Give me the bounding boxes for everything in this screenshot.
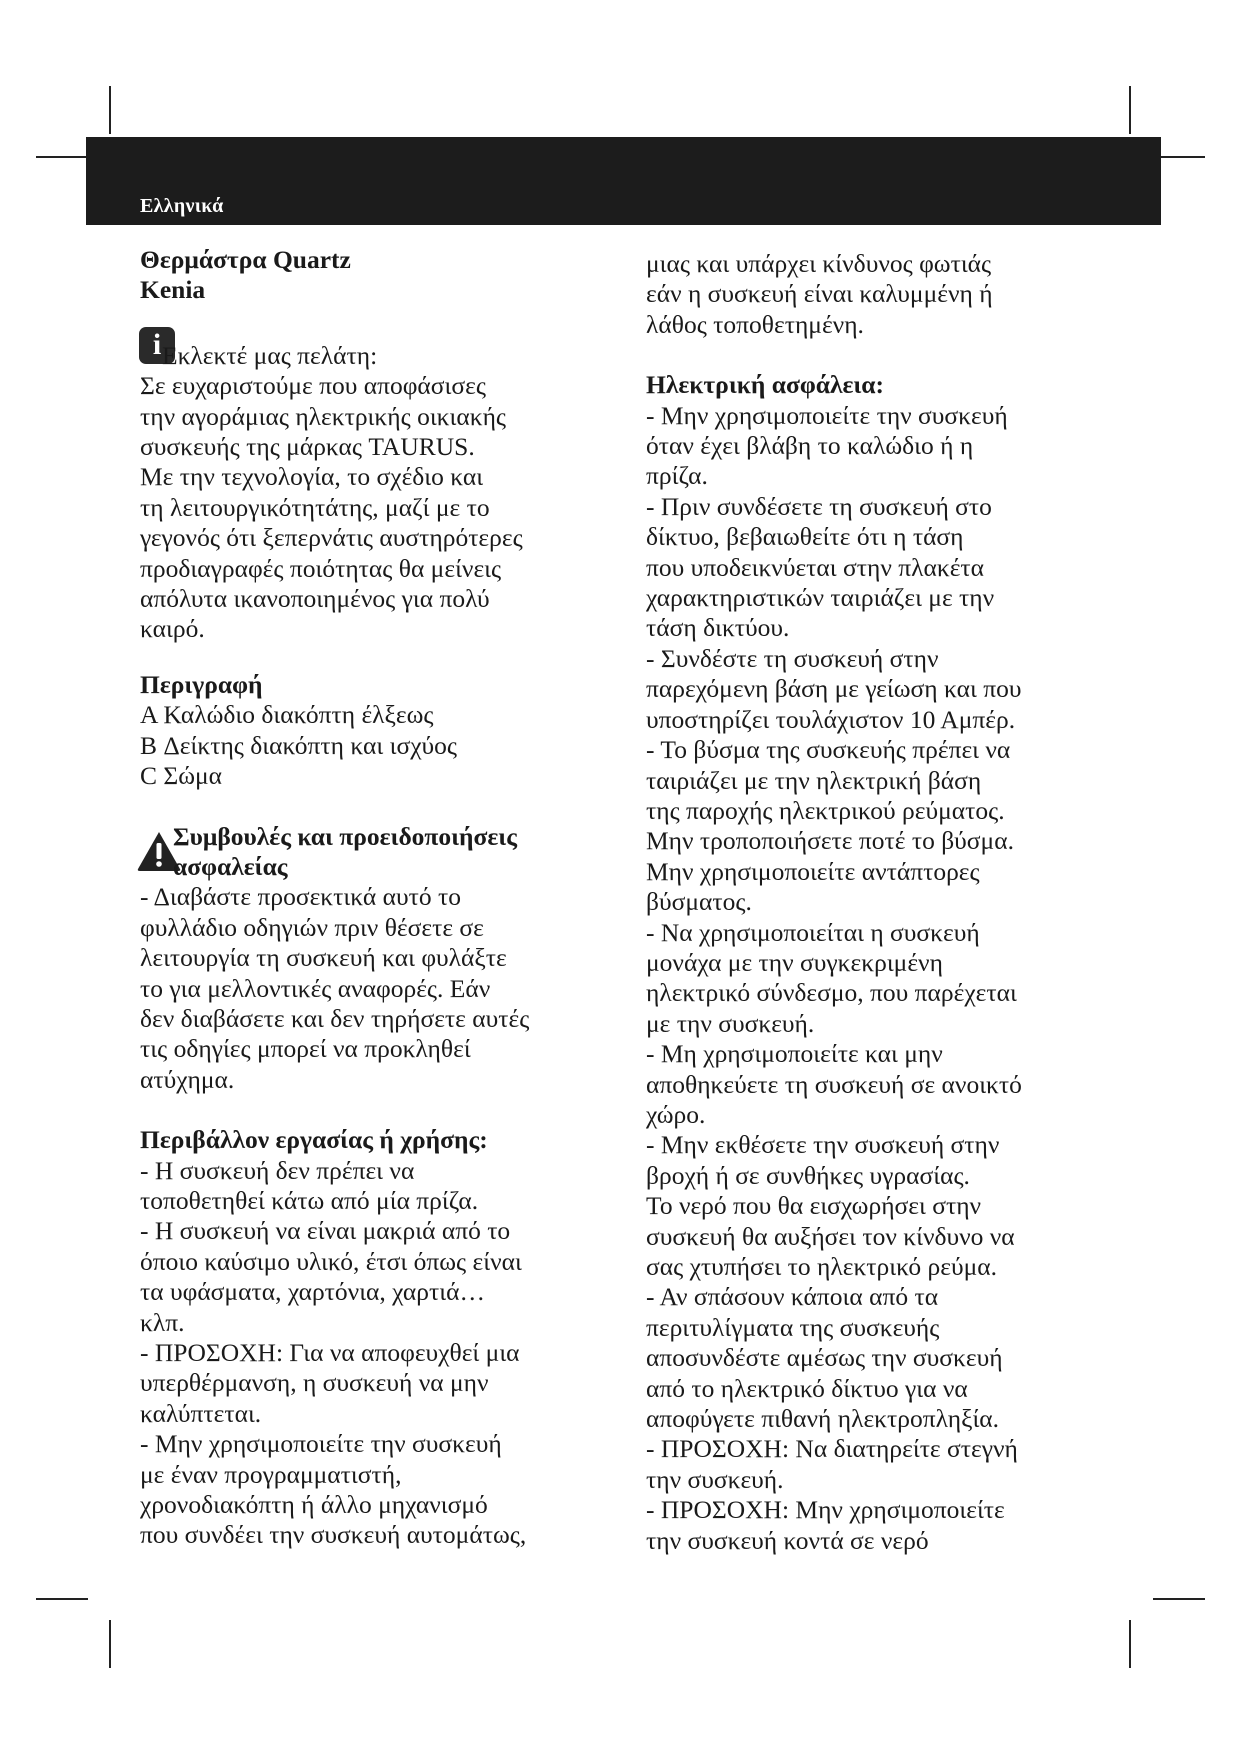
section-heading-safety: ασφαλείας [173, 851, 288, 881]
text-line: καιρό. [140, 614, 205, 644]
text-line: - Μην χρησιμοποιείτε την συσκευή [140, 1429, 502, 1459]
text-line: κλπ. [140, 1307, 185, 1337]
crop-mark [1129, 1620, 1131, 1668]
text-line: υποστηρίζει τουλάχιστον 10 Αμπέρ. [646, 704, 1016, 734]
text-line: προδιαγραφές ποιότητας θα μείνεις [140, 553, 502, 583]
text-line: καλύπτεται. [140, 1398, 262, 1428]
text-line: λειτουργία τη συσκευή και φυλάξτε [140, 943, 507, 973]
text-line: όποιο καύσιμο υλικό, έτσι όπως είναι [140, 1246, 522, 1276]
section-heading-description: Περιγραφή [140, 669, 263, 699]
text-line: - ΠΡΟΣΟΧΗ: Για να αποφευχθεί μια [140, 1338, 520, 1367]
text-line: παρεχόμενη βάση με γείωση και που [646, 674, 1022, 704]
text-line: γεγονός ότι ξεπερνάτις αυστηρότερες [140, 523, 523, 553]
description-item: C Σώμα [140, 761, 223, 791]
text-line: Εκλεκτέ μας πελάτη: [162, 340, 378, 370]
text-line: συσκευή θα αυξήσει τον κίνδυνο να [646, 1221, 1015, 1251]
product-model: Kenia [140, 275, 206, 305]
text-line: ηλεκτρικό σύνδεσμο, που παρέχεται [646, 978, 1017, 1008]
crop-mark [1153, 1598, 1205, 1600]
info-icon: i [139, 327, 175, 364]
text-line: δίκτυο, βεβαιωθείτε ότι η τάση [646, 522, 964, 552]
text-line: από το ηλεκτρικό δίκτυο για να [646, 1373, 968, 1403]
text-line: της παροχής ηλεκτρικού ρεύματος. [646, 795, 1005, 825]
text-line: - Διαβάστε προσεκτικά αυτό το [140, 882, 461, 912]
text-line: τη λειτουργικότητάτης, μαζί με το [140, 492, 490, 522]
text-line: - Το βύσμα της συσκευής πρέπει να [646, 735, 1011, 765]
text-line: την συσκευή κοντά σε νερό [646, 1525, 929, 1555]
text-line: όταν έχει βλάβη το καλώδιο ή η [646, 431, 974, 461]
text-line: - Μην χρησιμοποιείτε την συσκευή [646, 400, 1008, 430]
text-line: αποφύγετε πιθανή ηλεκτροπληξία. [646, 1404, 1000, 1434]
crop-mark [36, 156, 88, 158]
text-line: πρίζα. [646, 461, 708, 491]
text-line: Μην τροποποιήσετε ποτέ το βύσμα. [646, 826, 1014, 856]
intro-paragraph [140, 341, 620, 645]
text-line: Με την τεχνολογία, το σχέδιο και [140, 462, 484, 492]
text-line: - Αν σπάσουν κάποια από τα [646, 1282, 939, 1312]
text-line: - ΠΡΟΣΟΧΗ: Να διατηρείτε στεγνή [646, 1434, 1018, 1464]
language-label: Ελληνικά [140, 195, 224, 217]
text-line: - Μην εκθέσετε την συσκευή στην [646, 1130, 1000, 1160]
text-line: ατύχημα. [140, 1064, 235, 1094]
section-heading-safety: Συμβουλές και προειδοποιήσεις [173, 821, 517, 851]
text-line: συσκευής της μάρκας TAURUS. [140, 432, 475, 462]
text-line: εάν η συσκευή είναι καλυμμένη ή [646, 279, 993, 309]
text-line: τοποθετηθεί κάτω από μία πρίζα. [140, 1185, 479, 1215]
text-line: με την συσκευή. [646, 1008, 815, 1038]
text-line: που συνδέει την συσκευή αυτομάτως, [140, 1520, 527, 1550]
text-line: χρονοδιακόπτη ή άλλο μηχανισμό [140, 1490, 488, 1520]
text-line: μονάχα με την συγκεκριμένη [646, 947, 943, 977]
text-line: Σε ευχαριστούμε που αποφάσισες [140, 371, 486, 401]
text-line: αποσυνδέστε αμέσως την συσκευή [646, 1343, 1003, 1373]
text-line: που υποδεικνύεται στην πλακέτα [646, 552, 985, 582]
text-line: - Να χρησιμοποιείται η συσκευή [646, 917, 980, 947]
crop-mark [109, 86, 111, 134]
text-line: - Η συσκευή δεν πρέπει να [140, 1155, 415, 1185]
text-line: λάθος τοποθετημένη. [646, 309, 864, 339]
text-line: - Η συσκευή να είναι μακριά από το [140, 1216, 511, 1246]
text-line: υπερθέρμανση, η συσκευή να μην [140, 1368, 489, 1398]
text-line: ταιριάζει με την ηλεκτρική βάση [646, 765, 982, 795]
text-line: - Πριν συνδέσετε τη συσκευή στο [646, 491, 992, 521]
text-line: Μην χρησιμοποιείτε αντάπτορες [646, 856, 980, 886]
product-title: Θερμάστρα Quartz [140, 245, 351, 274]
text-line: την συσκευή. [646, 1464, 784, 1494]
text-line: τα υφάσματα, χαρτόνια, χαρτιά… [140, 1277, 485, 1307]
text-line: Το νερό που θα εισχωρήσει στην [646, 1191, 982, 1221]
header-band [86, 137, 1161, 225]
text-line: με έναν προγραμματιστή, [140, 1459, 402, 1489]
text-line: μιας και υπάρχει κίνδυνος φωτιάς [646, 249, 992, 278]
text-line: φυλλάδιο οδηγιών πριν θέσετε σε [140, 912, 484, 942]
section-heading-environment: Περιβάλλον εργασίας ή χρήσης: [140, 1125, 488, 1155]
text-line: χώρο. [646, 1099, 706, 1129]
right-column [646, 249, 1106, 1556]
text-line: - ΠΡΟΣΟΧΗ: Μην χρησιμοποιείτε [646, 1495, 1005, 1525]
text-line: αποθηκεύετε τη συσκευή σε ανοικτό [646, 1069, 1022, 1099]
section-heading-electrical-safety: Ηλεκτρική ασφάλεια: [646, 370, 885, 400]
description-item: A Καλώδιο διακόπτη έλξεως [140, 700, 434, 730]
text-line: τάση δικτύου. [646, 613, 790, 643]
text-line: το για μελλοντικές αναφορές. Εάν [140, 973, 491, 1003]
text-line: δεν διαβάσετε και δεν τηρήσετε αυτές [140, 1003, 530, 1033]
text-line: περιτυλίγματα της συσκευής [646, 1312, 940, 1342]
text-line: σας χτυπήσει το ηλεκτρικό ρεύμα. [646, 1252, 998, 1281]
text-line: τις οδηγίες μπορεί να προκληθεί [140, 1034, 471, 1064]
description-item: B Δείκτης διακόπτη και ισχύος [140, 730, 457, 760]
text-line: - Συνδέστε τη συσκευή στην [646, 643, 939, 673]
text-line: απόλυτα ικανοποιημένος για πολύ [140, 584, 490, 614]
text-line: - Μη χρησιμοποιείτε και μην [646, 1039, 943, 1069]
text-line: χαρακτηριστικών ταιριάζει με την [646, 583, 995, 613]
text-line: βύσματος. [646, 887, 752, 917]
crop-mark [109, 1620, 111, 1668]
left-column [140, 245, 620, 1551]
text-line: την αγοράμιας ηλεκτρικής οικιακής [140, 401, 507, 431]
text-line: βροχή ή σε συνθήκες υγρασίας. [646, 1160, 970, 1190]
crop-mark [1129, 86, 1131, 134]
crop-mark [36, 1598, 88, 1600]
